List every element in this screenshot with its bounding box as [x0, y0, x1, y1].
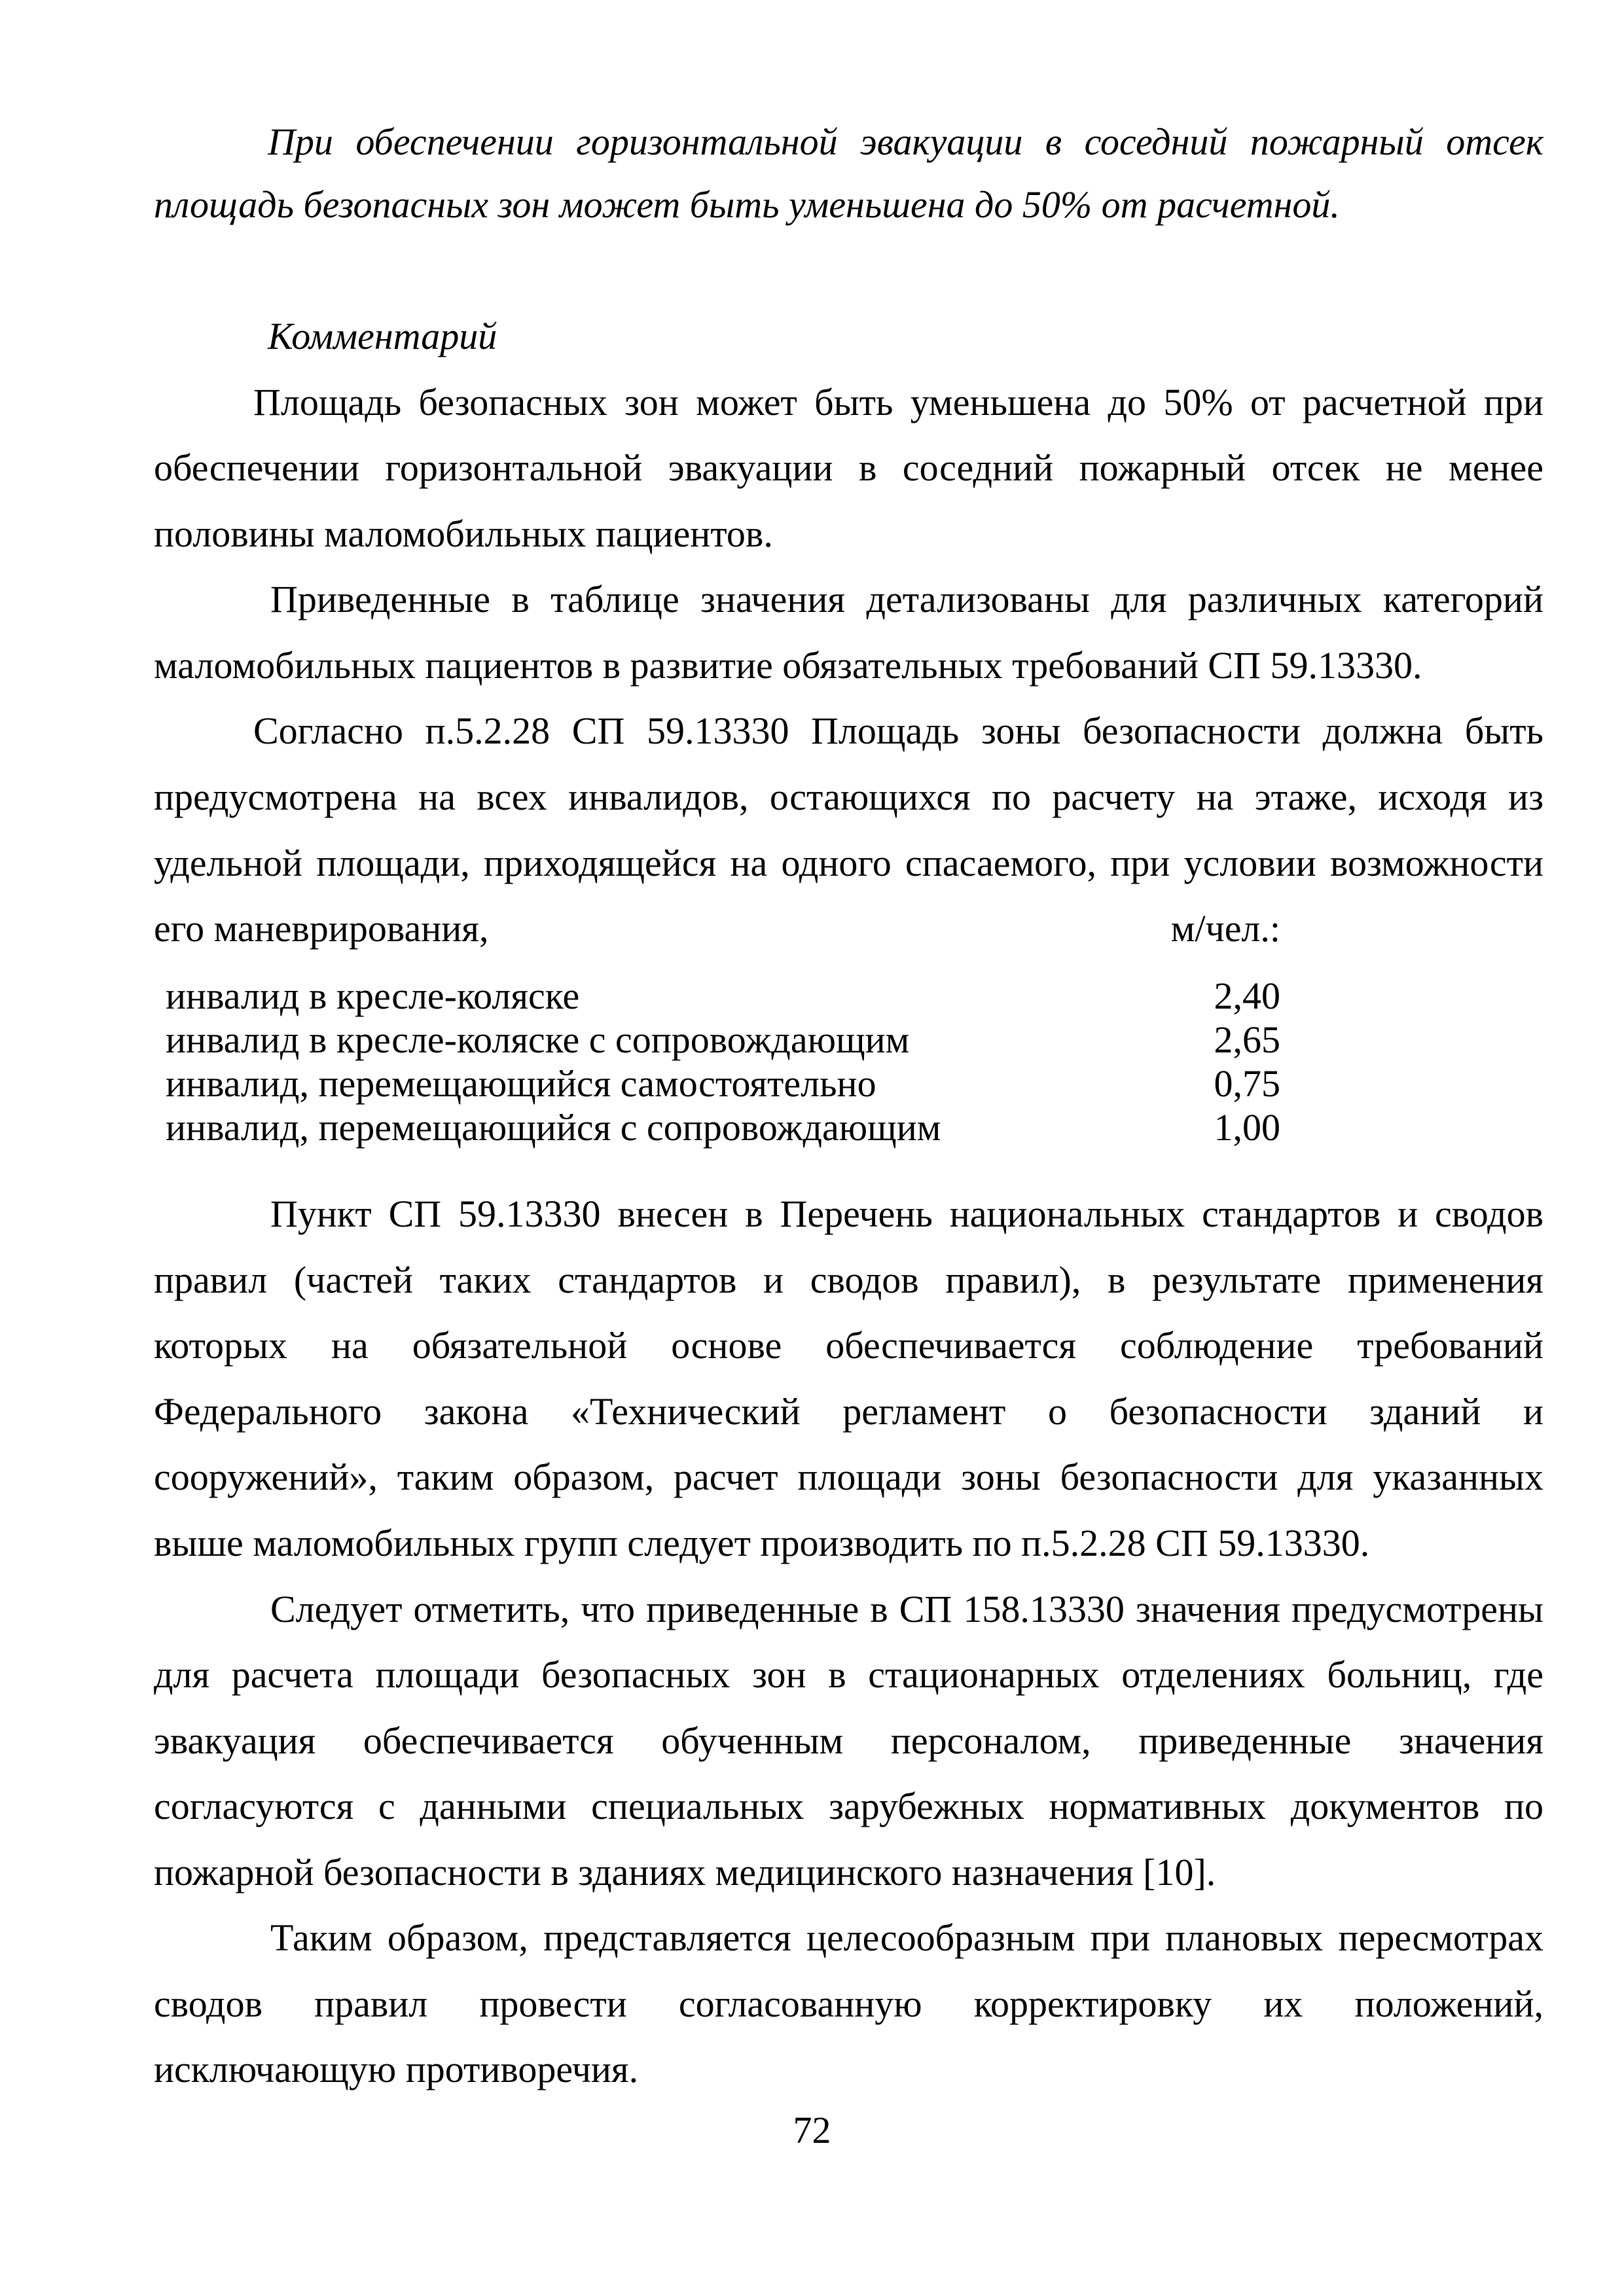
- text-line: маломобильных пациентов в развитие обязательных требований СП 59.13330.: [154, 644, 1422, 687]
- text-line: Таким образом, представляется целесообразным при плановых пересмотрах: [270, 1916, 1543, 1959]
- row-value: 2,40: [1214, 975, 1280, 1017]
- table-row: [166, 1018, 1280, 1062]
- text-line: согласуются с данными специальных зарубежных нормативных документов по: [154, 1785, 1543, 1827]
- comment-heading: Комментарий: [268, 315, 497, 357]
- text-line: Следует отметить, что приведенные в СП 158.13330 значения предусмотрены: [270, 1588, 1543, 1630]
- row-label: инвалид, перемещающийся самостоятельно: [166, 1062, 876, 1105]
- text-line: которых на обязательной основе обеспечивается соблюдение требований: [154, 1324, 1543, 1367]
- text-line: Площадь безопасных зон может быть уменьшена до 50% от расчетной при: [253, 381, 1543, 423]
- text-line: сооружений», таким образом, расчет площади зоны безопасности для указанных: [154, 1456, 1543, 1498]
- text-line: Федерального закона «Технический регламент о безопасности зданий и: [154, 1390, 1543, 1433]
- unit-label: м/чел.:: [1170, 907, 1280, 950]
- table-row: [166, 1105, 1280, 1149]
- row-value: 0,75: [1214, 1062, 1280, 1105]
- text-line: Согласно п.5.2.28 СП 59.13330 Площадь зоны безопасности должна быть: [253, 709, 1543, 752]
- page-number: 72: [793, 2109, 831, 2151]
- text-line: исключающую противоречия.: [154, 2048, 639, 2090]
- text-line: удельной площади, приходящейся на одного спасаемого, при условии возможности: [154, 842, 1543, 884]
- row-value: 2,65: [1214, 1018, 1280, 1061]
- text-line: Приведенные в таблице значения детализованы для различных категорий: [270, 578, 1543, 620]
- text-line: его маневрирования,: [154, 907, 489, 950]
- text-line: предусмотрена на всех инвалидов, остающихся по расчету на этаже, исходя из: [154, 776, 1543, 818]
- text-line: сводов правил провести согласованную корректировку их положений,: [154, 1982, 1543, 2025]
- table-row: [166, 974, 1280, 1018]
- text-line: эвакуация обеспечивается обученным персоналом, приведенные значения: [154, 1719, 1543, 1762]
- row-value: 1,00: [1214, 1106, 1280, 1149]
- text-line: выше маломобильных групп следует производить по п.5.2.28 СП 59.13330.: [154, 1522, 1370, 1564]
- row-label: инвалид в кресле-коляске с сопровождающим: [166, 1018, 910, 1061]
- text-line: Пункт СП 59.13330 внесен в Перечень национальных стандартов и сводов: [270, 1193, 1543, 1235]
- text-line: для расчета площади безопасных зон в стационарных отделениях больниц, где: [154, 1653, 1543, 1696]
- text-line: правил (частей таких стандартов и сводов правил), в результате применения: [154, 1259, 1543, 1301]
- text-line: половины маломобильных пациентов.: [154, 512, 773, 555]
- table-row: [166, 1062, 1280, 1105]
- text-line: площадь безопасных зон может быть уменьшена до 50% от расчетной.: [154, 183, 1340, 226]
- text-line: пожарной безопасности в зданиях медицинского назначения [10].: [154, 1851, 1216, 1893]
- row-label: инвалид, перемещающийся с сопровождающим: [166, 1106, 941, 1149]
- text-line: обеспечении горизонтальной эвакуации в соседний пожарный отсек не менее: [154, 446, 1543, 489]
- text-line: При обеспечении горизонтальной эвакуации в соседний пожарный отсек: [268, 120, 1543, 163]
- row-label: инвалид в кресле-коляске: [166, 975, 580, 1017]
